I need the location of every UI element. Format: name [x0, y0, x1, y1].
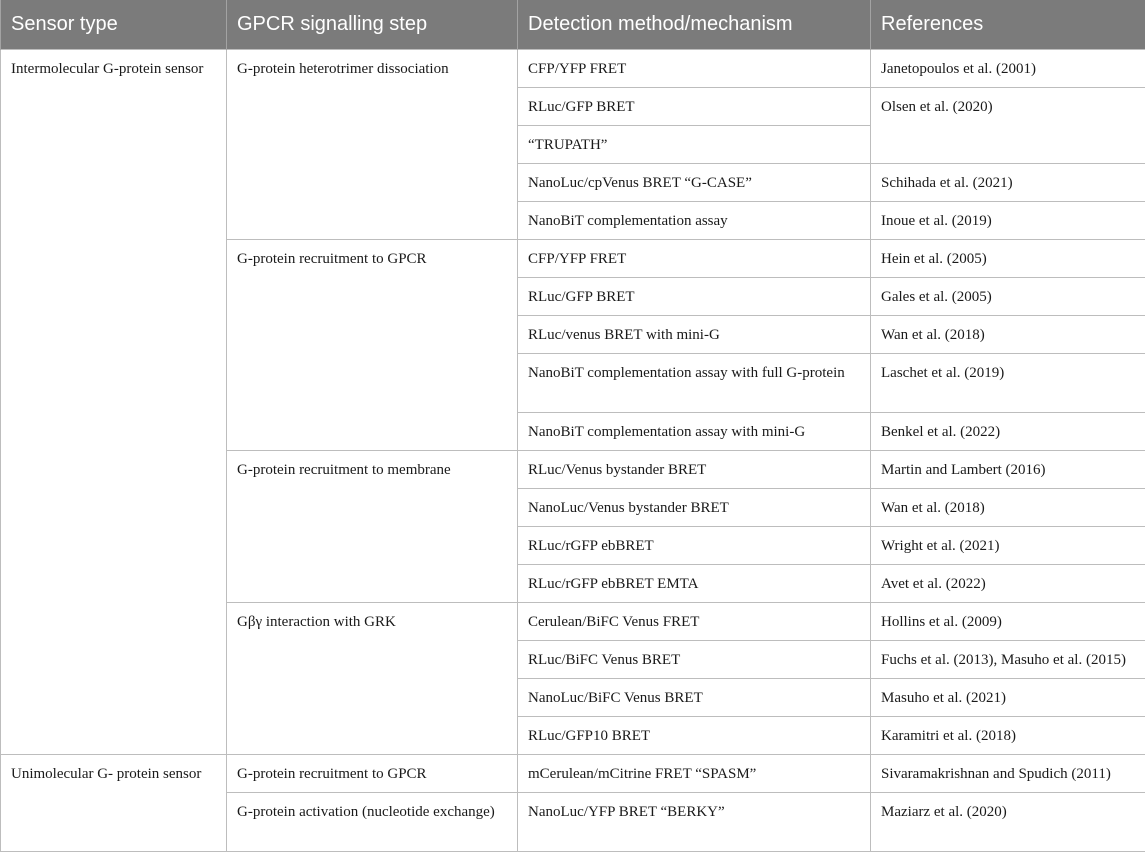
method-cell: Cerulean/BiFC Venus FRET — [518, 602, 871, 640]
method-cell: mCerulean/mCitrine FRET “SPASM” — [518, 754, 871, 792]
reference-cell: Benkel et al. (2022) — [871, 412, 1145, 450]
header-signalling-step: GPCR signalling step — [227, 0, 518, 49]
method-cell: RLuc/GFP BRET — [518, 87, 871, 125]
signalling-step-cell: G-protein recruitment to GPCR — [227, 754, 518, 792]
method-cell: NanoLuc/cpVenus BRET “G-CASE” — [518, 163, 871, 201]
method-cell: CFP/YFP FRET — [518, 49, 871, 87]
reference-cell: Karamitri et al. (2018) — [871, 716, 1145, 754]
reference-cell: Maziarz et al. (2020) — [871, 792, 1145, 851]
reference-cell: Martin and Lambert (2016) — [871, 450, 1145, 488]
reference-cell: Janetopoulos et al. (2001) — [871, 49, 1145, 87]
signalling-step-cell: G-protein recruitment to GPCR — [227, 239, 518, 450]
method-cell: NanoBiT complementation assay — [518, 201, 871, 239]
reference-cell: Hollins et al. (2009) — [871, 602, 1145, 640]
reference-cell: Wan et al. (2018) — [871, 488, 1145, 526]
method-cell: RLuc/venus BRET with mini-G — [518, 315, 871, 353]
header-sensor-type: Sensor type — [1, 0, 227, 49]
signalling-step-cell: Gβγ interaction with GRK — [227, 602, 518, 754]
method-cell: NanoBiT complementation assay with mini-G — [518, 412, 871, 450]
reference-cell: Masuho et al. (2021) — [871, 678, 1145, 716]
sensor-type-cell: Unimolecular G- protein sensor — [1, 754, 227, 851]
reference-cell: Schihada et al. (2021) — [871, 163, 1145, 201]
signalling-step-cell: G-protein recruitment to membrane — [227, 450, 518, 602]
method-cell: “TRUPATH” — [518, 125, 871, 163]
header-references: References — [871, 0, 1145, 49]
reference-cell: Fuchs et al. (2013), Masuho et al. (2015) — [871, 640, 1145, 678]
method-cell: CFP/YFP FRET — [518, 239, 871, 277]
method-cell: RLuc/GFP BRET — [518, 277, 871, 315]
method-cell: NanoBiT complementation assay with full G-protein — [518, 353, 871, 412]
method-cell: RLuc/BiFC Venus BRET — [518, 640, 871, 678]
method-cell: NanoLuc/Venus bystander BRET — [518, 488, 871, 526]
reference-cell: Gales et al. (2005) — [871, 277, 1145, 315]
method-cell: RLuc/Venus bystander BRET — [518, 450, 871, 488]
reference-cell: Wan et al. (2018) — [871, 315, 1145, 353]
header-row — [1, 0, 1145, 49]
header-detection-method: Detection method/mechanism — [518, 0, 871, 49]
reference-cell: Inoue et al. (2019) — [871, 201, 1145, 239]
signalling-step-cell: G-protein activation (nucleotide exchange) — [227, 792, 518, 851]
sensor-type-cell: Intermolecular G-protein sensor — [1, 49, 227, 754]
reference-cell: Olsen et al. (2020) — [871, 87, 1145, 163]
reference-cell: Hein et al. (2005) — [871, 239, 1145, 277]
table-row — [1, 49, 1145, 87]
method-cell: RLuc/GFP10 BRET — [518, 716, 871, 754]
method-cell: NanoLuc/YFP BRET “BERKY” — [518, 792, 871, 851]
reference-cell: Avet et al. (2022) — [871, 564, 1145, 602]
signalling-step-cell: G-protein heterotrimer dissociation — [227, 49, 518, 239]
method-cell: NanoLuc/BiFC Venus BRET — [518, 678, 871, 716]
method-cell: RLuc/rGFP ebBRET EMTA — [518, 564, 871, 602]
reference-cell: Wright et al. (2021) — [871, 526, 1145, 564]
reference-cell: Laschet et al. (2019) — [871, 353, 1145, 412]
table-row — [1, 754, 1145, 792]
method-cell: RLuc/rGFP ebBRET — [518, 526, 871, 564]
reference-cell: Sivaramakrishnan and Spudich (2011) — [871, 754, 1145, 792]
